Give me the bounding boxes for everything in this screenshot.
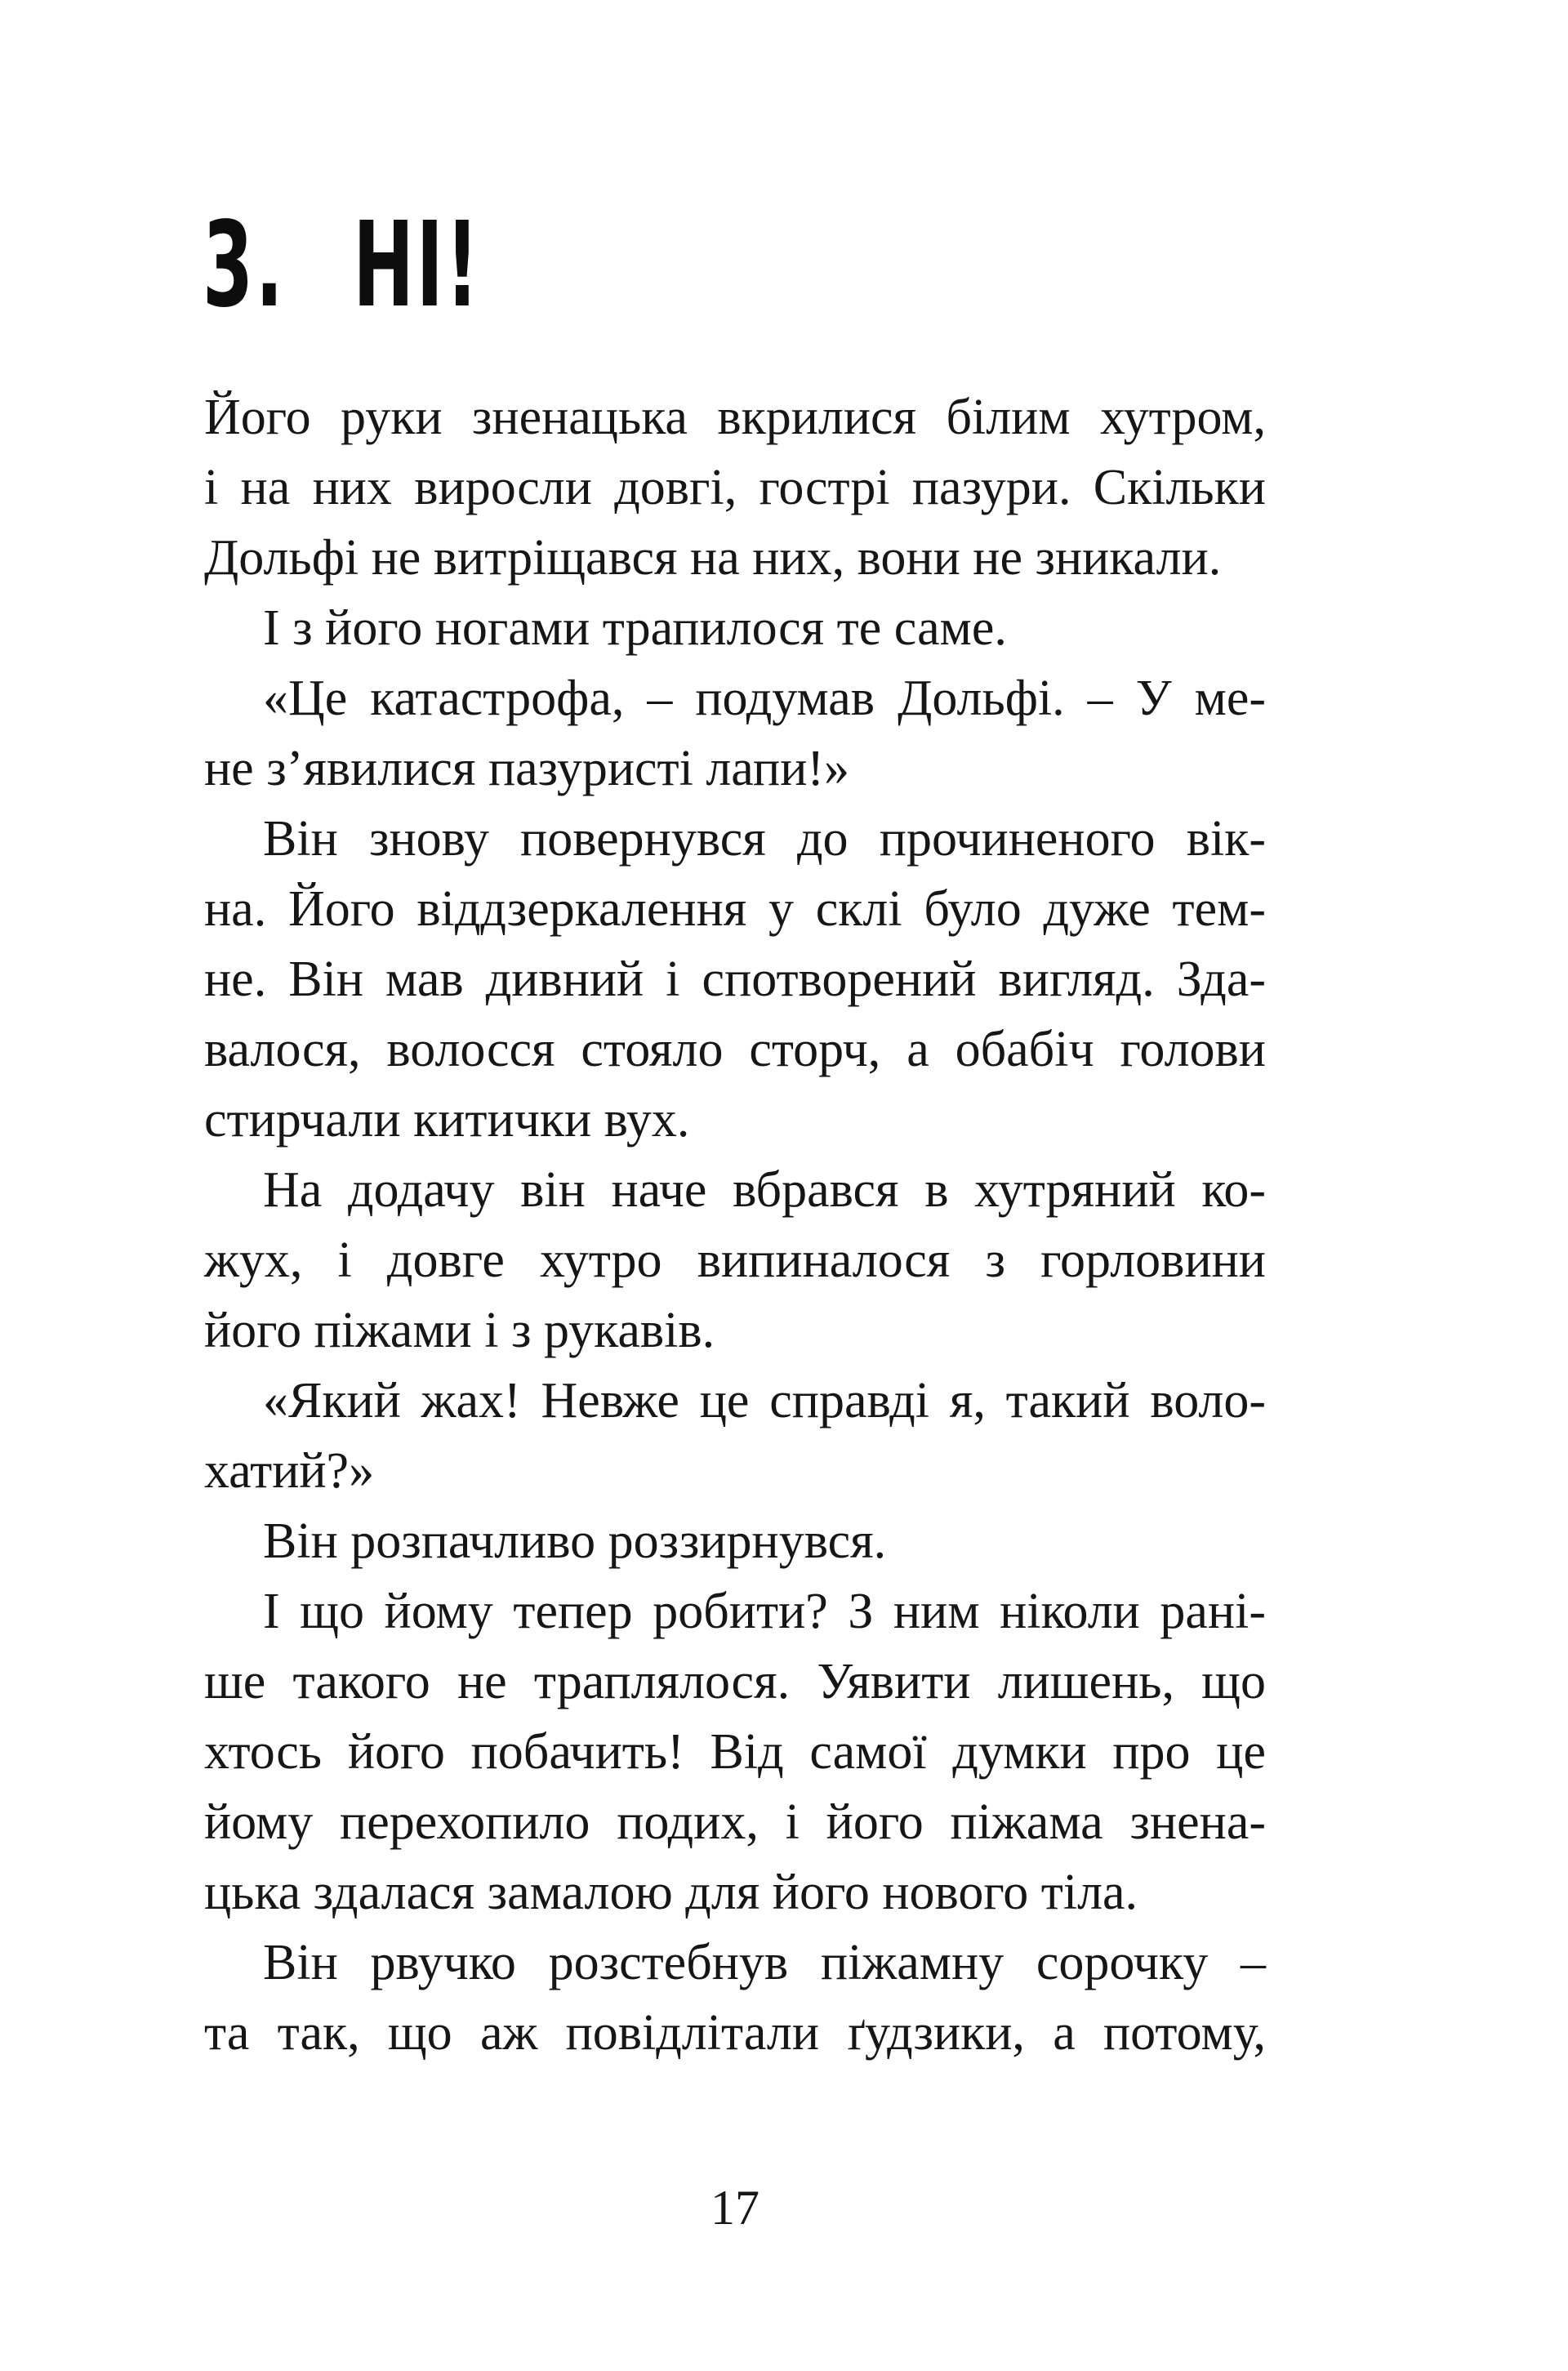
text-line: на. Його віддзеркалення у склі було дуже тем- (204, 881, 1266, 937)
text-line: І що йому тепер робити? З ним ніколи рані- (263, 1584, 1266, 1639)
text-line: стирчали китички вух. (204, 1092, 690, 1148)
text-line: йому перехопило подих, і його піжама знена- (204, 1794, 1266, 1850)
chapter-body (204, 382, 1266, 2068)
text-line: його піжами і з рукавів. (204, 1303, 715, 1358)
text-line: І з його ногами трапилося те саме. (263, 600, 1007, 656)
text-line: «Який жах! Невже це справді я, такий воло- (263, 1373, 1266, 1428)
text-line: На додачу він наче вбрався в хутряний ко- (263, 1162, 1266, 1218)
text-line: ше такого не траплялося. Уявити лишень, що (204, 1654, 1266, 1709)
text-line: Він знову повернувся до прочиненого вік- (263, 811, 1266, 867)
text-line: жух, і довге хутро випиналося з горловини (204, 1232, 1266, 1288)
text-line: цька здалася замалою для його нового тіла. (204, 1865, 1138, 1920)
chapter-heading (203, 196, 652, 333)
text-line: валося, волосся стояло сторч, а обабіч голови (204, 1022, 1266, 1077)
text-line: Він розпачливо роззирнувся. (263, 1513, 887, 1569)
text-line: Він рвучко розстебнув піжамну сорочку – (263, 1935, 1266, 1990)
text-line: «Це катастрофа, – подумав Дольфі. – У ме- (263, 671, 1266, 726)
text-line: Дольфі не витріщався на них, вони не зникали. (204, 530, 1222, 586)
text-line: хатий?» (204, 1443, 375, 1499)
text-line: хтось його побачить! Від самої думки про це (204, 1724, 1266, 1780)
text-line: Його руки зненацька вкрилися білим хутром, (204, 390, 1266, 445)
text-line: не з’явилися пазуристі лапи!» (204, 741, 850, 796)
text-line: і на них виросли довгі, гострі пазури. Скільки (204, 460, 1266, 515)
page-number: 17 (710, 2181, 760, 2235)
text-line: та так, що аж повідлітали ґудзики, а потому, (204, 2005, 1266, 2061)
chapter-heading-text: 3. НІ! (203, 196, 481, 333)
text-line: не. Він мав дивний і спотворений вигляд. Зда- (204, 952, 1266, 1007)
